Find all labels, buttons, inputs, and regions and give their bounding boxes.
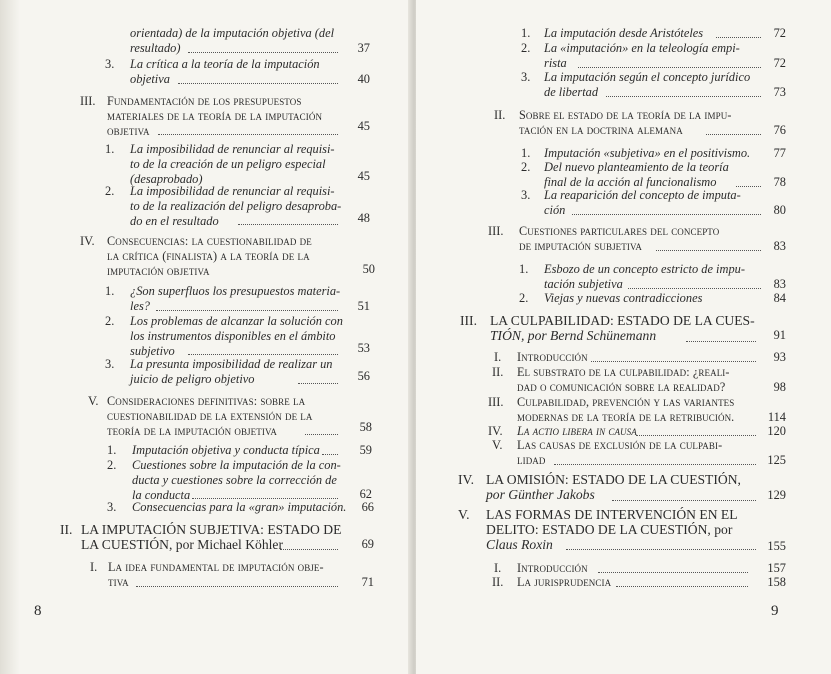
toc-page-number: 84 bbox=[773, 291, 786, 305]
toc-chapter-text: LAS FORMAS DE INTERVENCIÓN EN EL DELITO: ESTADO DE LA CUESTIÓN, por Claus Roxin bbox=[486, 507, 738, 552]
toc-entry-text: La crítica a la teoría de la imputación objetiva bbox=[130, 57, 320, 86]
toc-page-number: 77 bbox=[773, 146, 786, 160]
toc-entry-marker: I. bbox=[494, 350, 502, 364]
toc-section-text: Sobre el estado de la teoría de la impu- tación en la doctrina alemana bbox=[519, 108, 732, 137]
toc-entry-marker: 2. bbox=[105, 314, 115, 328]
toc-page-number: 158 bbox=[767, 575, 786, 589]
toc-section-text: Las causas de exclusión de la culpabi- lidad bbox=[517, 438, 723, 467]
toc-entry-marker: 1. bbox=[519, 262, 529, 276]
toc-entry-marker: 2. bbox=[521, 41, 531, 55]
toc-section-text: Introducción bbox=[517, 350, 588, 364]
toc-section-text: La actio libera in causa bbox=[517, 424, 637, 438]
toc-page-number: 45 bbox=[357, 119, 370, 133]
toc-section-text: Consideraciones definitivas: sobre la cuestionabilidad de la extensión de la teoría de la imputación objetiva bbox=[107, 394, 313, 438]
toc-entry-text: La imputación desde Aristóteles bbox=[544, 26, 704, 40]
toc-entry-marker: V. bbox=[88, 394, 99, 408]
toc-section-text: Introducción bbox=[517, 561, 588, 575]
toc-entry-text: ¿Son superfluos los presupuestos materia- les? bbox=[130, 284, 341, 313]
toc-page-number: 71 bbox=[361, 575, 374, 589]
toc-entry-marker: IV. bbox=[80, 234, 95, 248]
toc-page-number: 48 bbox=[357, 211, 370, 225]
toc-page-number: 83 bbox=[773, 277, 786, 291]
toc-page-number: 76 bbox=[773, 123, 786, 137]
toc-entry-marker: 2. bbox=[105, 184, 115, 198]
toc-page-number: 83 bbox=[773, 239, 786, 253]
toc-chapter-text: LA CULPABILIDAD: ESTADO DE LA CUES- TIÓN, por Bernd Schünemann bbox=[490, 313, 755, 343]
toc-page-number: 155 bbox=[767, 539, 786, 553]
toc-entry-text: La imposibilidad de renunciar al requisi- to de la realización del peligro desaproba- do en el resultado bbox=[130, 184, 342, 228]
toc-entry-text: Esbozo de un concepto estricto de impu- tación subjetiva bbox=[544, 262, 745, 291]
toc-entry-text: Consecuencias para la «gran» imputación. bbox=[132, 500, 347, 514]
toc-entry-marker: 2. bbox=[519, 291, 529, 305]
toc-entry-marker: III. bbox=[488, 395, 504, 409]
toc-entry-marker: 2. bbox=[521, 160, 531, 174]
toc-entry-marker: III. bbox=[488, 224, 504, 238]
toc-chapter-text: LA IMPUTACIÓN SUBJETIVA: ESTADO DE LA CUESTIÓN, por Michael Köhler bbox=[81, 522, 342, 552]
toc-page-number: 73 bbox=[773, 85, 786, 99]
toc-entry-marker: 1. bbox=[521, 26, 531, 40]
toc-page-number: 93 bbox=[773, 350, 786, 364]
toc-page-number: 69 bbox=[361, 537, 374, 551]
toc-page-number: 98 bbox=[773, 380, 786, 394]
toc-section-text: Fundamentación de los presupuestos materiales de la teoría de la imputación objetiva bbox=[107, 94, 323, 138]
toc-entry-marker: 1. bbox=[105, 284, 115, 298]
toc-entry-marker: 1. bbox=[105, 142, 115, 156]
toc-entry-text: La «imputación» en la teleología empi- rista bbox=[544, 41, 740, 70]
toc-page-number: 91 bbox=[773, 328, 786, 342]
toc-entry-marker: 1. bbox=[107, 443, 117, 457]
toc-page-number: 157 bbox=[767, 561, 786, 575]
toc-entry-marker: II. bbox=[494, 108, 506, 122]
toc-chapter-marker: II. bbox=[60, 522, 73, 537]
toc-page-number: 62 bbox=[359, 487, 372, 501]
toc-section-text: Cuestiones particulares del concepto de imputación subjetiva bbox=[519, 224, 720, 253]
toc-page-number: 72 bbox=[773, 26, 786, 40]
toc-page-number: 59 bbox=[359, 443, 372, 457]
toc-entry-marker: II. bbox=[492, 575, 504, 589]
toc-entry-marker: III. bbox=[80, 94, 96, 108]
toc-entry-text: Imputación «subjetiva» en el positivismo. bbox=[544, 146, 751, 160]
toc-page-number: 58 bbox=[359, 420, 372, 434]
toc-page-number: 66 bbox=[361, 500, 374, 514]
toc-page-number: 72 bbox=[773, 56, 786, 70]
toc-page-number: 37 bbox=[357, 41, 370, 55]
toc-page-number: 53 bbox=[357, 341, 370, 355]
toc-entry-marker: IV. bbox=[488, 424, 503, 438]
toc-chapter-marker: IV. bbox=[458, 472, 474, 487]
toc-entry-marker: 3. bbox=[105, 57, 115, 71]
right-page bbox=[416, 0, 831, 674]
toc-section-text: La idea fundamental de imputación obje- tiva bbox=[108, 560, 324, 589]
left-page bbox=[0, 0, 412, 674]
toc-section-text: Culpabilidad, prevención y las variantes modernas de la teoría de la retribución. bbox=[517, 395, 735, 424]
toc-entry-text: La imposibilidad de renunciar al requisi- to de la creación de un peligro especial (desaprobado) bbox=[130, 142, 335, 186]
toc-chapter-text: LA OMISIÓN: ESTADO DE LA CUESTIÓN, por Günther Jakobs bbox=[486, 472, 741, 502]
page-edge-shadow bbox=[0, 0, 20, 674]
toc-page-number: 45 bbox=[357, 169, 370, 183]
toc-chapter-marker: III. bbox=[460, 313, 477, 328]
toc-section-text: La jurisprudencia bbox=[517, 575, 612, 589]
toc-page-number: 50 bbox=[362, 262, 375, 276]
toc-page-number: 80 bbox=[773, 203, 786, 217]
toc-page-number: 120 bbox=[767, 424, 786, 438]
toc-entry-text: Imputación objetiva y conducta típica bbox=[132, 443, 320, 457]
toc-entry-marker: 3. bbox=[521, 70, 531, 84]
toc-page-number: 56 bbox=[357, 369, 370, 383]
toc-page-number: 114 bbox=[767, 410, 786, 424]
toc-entry-marker: I. bbox=[90, 560, 98, 574]
toc-entry-marker: II. bbox=[492, 365, 504, 379]
toc-entry-text: La imputación según el concepto jurídico de libertad bbox=[544, 70, 751, 99]
page-number-right: 9 bbox=[771, 603, 779, 619]
toc-entry-text: Del nuevo planteamiento de la teoría final de la acción al funcionalismo bbox=[544, 160, 729, 189]
toc-entry-text: Viejas y nuevas contradicciones bbox=[544, 291, 703, 305]
toc-entry-marker: I. bbox=[494, 561, 502, 575]
toc-entry-text: Los problemas de alcanzar la solución con los instrumentos disponibles en el ámbito subjetivo bbox=[130, 314, 343, 358]
toc-entry-marker: V. bbox=[492, 438, 503, 452]
toc-entry-marker: 3. bbox=[521, 188, 531, 202]
toc-section-text: Consecuencias: la cuestionabilidad de la crítica (finalista) a la teoría de la imputación objetiva bbox=[107, 234, 312, 278]
toc-entry-marker: 1. bbox=[521, 146, 531, 160]
page-number-left: 8 bbox=[34, 603, 42, 619]
toc-entry-text: La reaparición del concepto de imputa- ción bbox=[544, 188, 741, 217]
toc-section-text: El substrato de la culpabilidad: ¿reali- dad o comunicación sobre la realidad? bbox=[517, 365, 730, 394]
toc-page-number: 78 bbox=[773, 175, 786, 189]
toc-entry-text: La presunta imposibilidad de realizar un juicio de peligro objetivo bbox=[130, 357, 333, 386]
toc-page-number: 129 bbox=[767, 488, 786, 502]
toc-entry-marker: 3. bbox=[107, 500, 117, 514]
toc-entry-text: Cuestiones sobre la imputación de la con- ducta y cuestiones sobre la corrección de la conducta bbox=[132, 458, 341, 502]
toc-entry-text: orientada) de la imputación objetiva (del resultado) bbox=[130, 26, 335, 55]
toc-chapter-marker: V. bbox=[458, 507, 470, 522]
toc-entry-marker: 2. bbox=[107, 458, 117, 472]
toc-page-number: 51 bbox=[357, 299, 370, 313]
toc-entry-marker: 3. bbox=[105, 357, 115, 371]
toc-page-number: 40 bbox=[357, 72, 370, 86]
toc-page-number: 125 bbox=[767, 453, 786, 467]
